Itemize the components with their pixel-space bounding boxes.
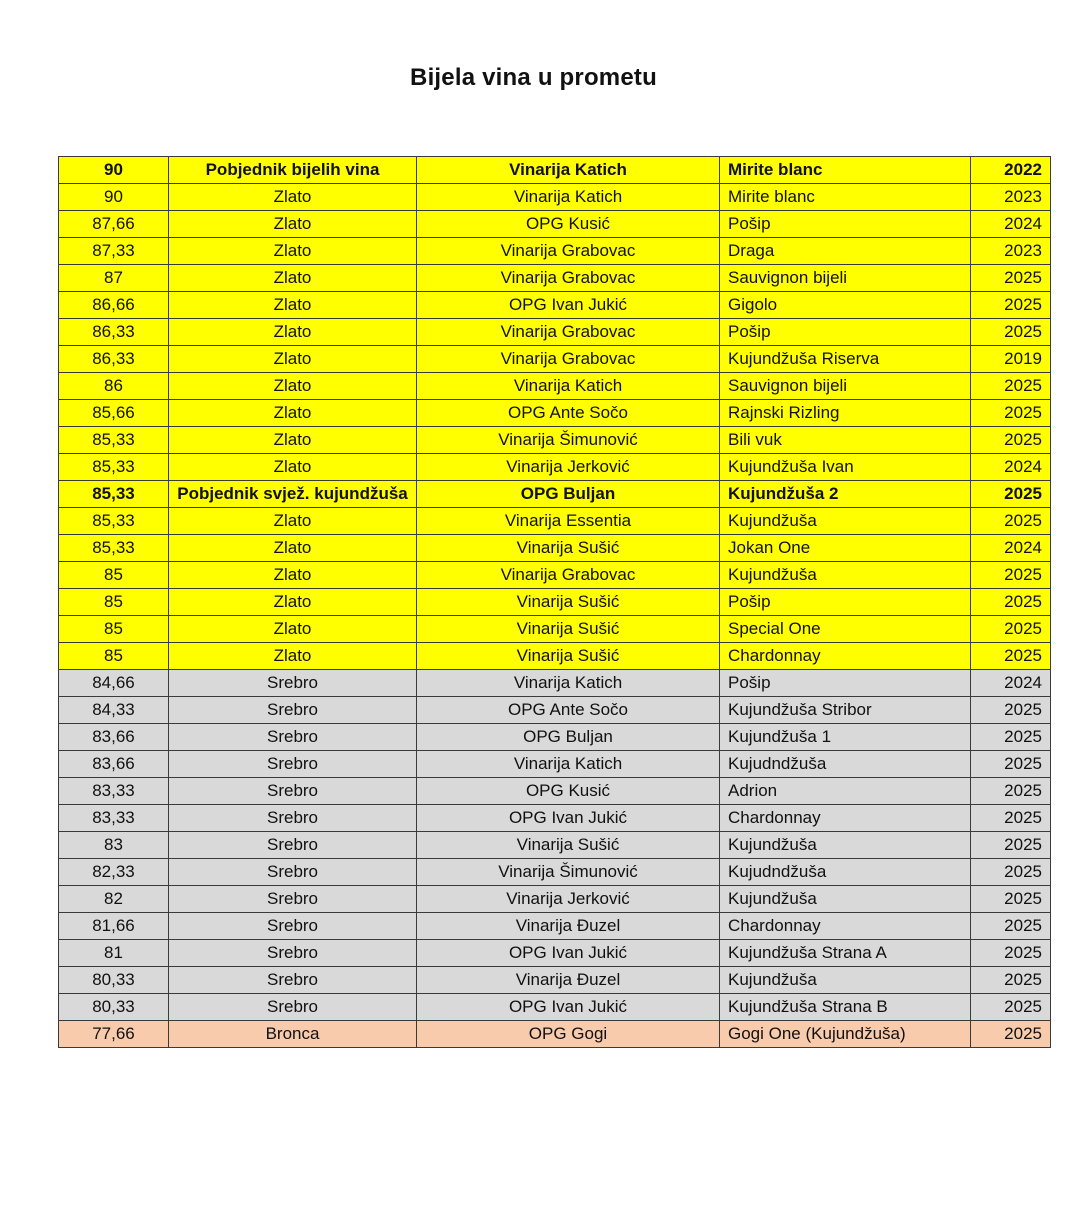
table-row [59, 859, 1051, 886]
year-cell: 2025 [971, 994, 1051, 1021]
score-cell: 83,33 [59, 805, 169, 832]
wine-cell: Rajnski Rizling [720, 400, 971, 427]
year-cell: 2025 [971, 859, 1051, 886]
award-cell: Srebro [169, 751, 417, 778]
year-cell: 2025 [971, 508, 1051, 535]
table-row [59, 157, 1051, 184]
score-cell: 85,33 [59, 454, 169, 481]
wine-cell: Mirite blanc [720, 184, 971, 211]
producer-cell: OPG Ivan Jukić [417, 994, 720, 1021]
producer-cell: OPG Kusić [417, 211, 720, 238]
year-cell: 2025 [971, 1021, 1051, 1048]
producer-cell: Vinarija Jerković [417, 454, 720, 481]
wine-cell: Kujundžuša 2 [720, 481, 971, 508]
producer-cell: Vinarija Sušić [417, 643, 720, 670]
wine-cell: Special One [720, 616, 971, 643]
year-cell: 2025 [971, 292, 1051, 319]
wine-cell: Mirite blanc [720, 157, 971, 184]
producer-cell: OPG Ante Sočo [417, 400, 720, 427]
year-cell: 2025 [971, 967, 1051, 994]
table-row [59, 1021, 1051, 1048]
award-cell: Zlato [169, 535, 417, 562]
table-row [59, 724, 1051, 751]
table-row [59, 535, 1051, 562]
score-cell: 87,66 [59, 211, 169, 238]
producer-cell: Vinarija Šimunović [417, 427, 720, 454]
table-row [59, 481, 1051, 508]
award-cell: Pobjednik svjež. kujundžuša [169, 481, 417, 508]
award-cell: Zlato [169, 562, 417, 589]
year-cell: 2025 [971, 778, 1051, 805]
year-cell: 2025 [971, 400, 1051, 427]
score-cell: 85,33 [59, 508, 169, 535]
wine-cell: Sauvignon bijeli [720, 373, 971, 400]
year-cell: 2025 [971, 886, 1051, 913]
award-cell: Srebro [169, 967, 417, 994]
score-cell: 86,66 [59, 292, 169, 319]
producer-cell: Vinarija Sušić [417, 589, 720, 616]
award-cell: Srebro [169, 994, 417, 1021]
producer-cell: Vinarija Grabovac [417, 265, 720, 292]
producer-cell: Vinarija Essentia [417, 508, 720, 535]
award-cell: Zlato [169, 400, 417, 427]
table-row [59, 319, 1051, 346]
producer-cell: OPG Kusić [417, 778, 720, 805]
score-cell: 83,33 [59, 778, 169, 805]
wine-cell: Kujundžuša [720, 967, 971, 994]
award-cell: Zlato [169, 346, 417, 373]
score-cell: 85 [59, 643, 169, 670]
year-cell: 2024 [971, 211, 1051, 238]
award-cell: Srebro [169, 832, 417, 859]
page-title: Bijela vina u prometu [410, 64, 657, 91]
award-cell: Zlato [169, 211, 417, 238]
wine-cell: Chardonnay [720, 805, 971, 832]
score-cell: 85,33 [59, 481, 169, 508]
producer-cell: OPG Gogi [417, 1021, 720, 1048]
table-row [59, 184, 1051, 211]
score-cell: 85 [59, 589, 169, 616]
year-cell: 2025 [971, 724, 1051, 751]
table-row [59, 562, 1051, 589]
wine-cell: Chardonnay [720, 643, 971, 670]
table-row [59, 292, 1051, 319]
year-cell: 2024 [971, 454, 1051, 481]
award-cell: Srebro [169, 670, 417, 697]
table-row [59, 697, 1051, 724]
score-cell: 84,66 [59, 670, 169, 697]
wine-cell: Kujudndžuša [720, 859, 971, 886]
table-row [59, 589, 1051, 616]
award-cell: Srebro [169, 859, 417, 886]
table-row [59, 427, 1051, 454]
score-cell: 85,66 [59, 400, 169, 427]
wine-cell: Gogi One (Kujundžuša) [720, 1021, 971, 1048]
producer-cell: Vinarija Đuzel [417, 913, 720, 940]
table-row [59, 643, 1051, 670]
producer-cell: OPG Ivan Jukić [417, 292, 720, 319]
producer-cell: OPG Ivan Jukić [417, 805, 720, 832]
wine-results-table [58, 156, 1051, 1048]
score-cell: 90 [59, 157, 169, 184]
year-cell: 2024 [971, 670, 1051, 697]
wine-cell: Kujundžuša Ivan [720, 454, 971, 481]
producer-cell: Vinarija Katich [417, 751, 720, 778]
producer-cell: Vinarija Grabovac [417, 346, 720, 373]
wine-cell: Kujundžuša [720, 832, 971, 859]
year-cell: 2023 [971, 184, 1051, 211]
producer-cell: OPG Buljan [417, 724, 720, 751]
score-cell: 81 [59, 940, 169, 967]
producer-cell: Vinarija Grabovac [417, 562, 720, 589]
year-cell: 2025 [971, 940, 1051, 967]
award-cell: Zlato [169, 427, 417, 454]
producer-cell: Vinarija Katich [417, 373, 720, 400]
score-cell: 77,66 [59, 1021, 169, 1048]
producer-cell: Vinarija Grabovac [417, 238, 720, 265]
wine-cell: Sauvignon bijeli [720, 265, 971, 292]
producer-cell: Vinarija Katich [417, 157, 720, 184]
producer-cell: Vinarija Sušić [417, 616, 720, 643]
year-cell: 2025 [971, 589, 1051, 616]
wine-cell: Kujundžuša [720, 508, 971, 535]
award-cell: Srebro [169, 886, 417, 913]
wine-cell: Kujundžuša Riserva [720, 346, 971, 373]
score-cell: 86,33 [59, 319, 169, 346]
table-row [59, 508, 1051, 535]
table-row [59, 211, 1051, 238]
table-row [59, 967, 1051, 994]
award-cell: Zlato [169, 265, 417, 292]
table-row [59, 886, 1051, 913]
award-cell: Zlato [169, 319, 417, 346]
score-cell: 82 [59, 886, 169, 913]
producer-cell: Vinarija Grabovac [417, 319, 720, 346]
year-cell: 2025 [971, 643, 1051, 670]
table-row [59, 373, 1051, 400]
year-cell: 2022 [971, 157, 1051, 184]
wine-cell: Adrion [720, 778, 971, 805]
award-cell: Zlato [169, 238, 417, 265]
score-cell: 90 [59, 184, 169, 211]
award-cell: Zlato [169, 616, 417, 643]
award-cell: Zlato [169, 184, 417, 211]
table-row [59, 751, 1051, 778]
wine-cell: Kujundžuša 1 [720, 724, 971, 751]
wine-cell: Jokan One [720, 535, 971, 562]
wine-cell: Kujundžuša [720, 562, 971, 589]
table-row [59, 940, 1051, 967]
table-row [59, 778, 1051, 805]
year-cell: 2025 [971, 319, 1051, 346]
wine-cell: Pošip [720, 589, 971, 616]
score-cell: 85,33 [59, 427, 169, 454]
producer-cell: Vinarija Sušić [417, 535, 720, 562]
table-row [59, 616, 1051, 643]
wine-cell: Kujundžuša Strana A [720, 940, 971, 967]
wine-cell: Kujundžuša Stribor [720, 697, 971, 724]
score-cell: 84,33 [59, 697, 169, 724]
table-row [59, 454, 1051, 481]
score-cell: 87,33 [59, 238, 169, 265]
producer-cell: Vinarija Katich [417, 670, 720, 697]
year-cell: 2025 [971, 373, 1051, 400]
year-cell: 2025 [971, 805, 1051, 832]
award-cell: Pobjednik bijelih vina [169, 157, 417, 184]
score-cell: 83 [59, 832, 169, 859]
score-cell: 83,66 [59, 724, 169, 751]
score-cell: 82,33 [59, 859, 169, 886]
wine-cell: Pošip [720, 670, 971, 697]
year-cell: 2025 [971, 697, 1051, 724]
score-cell: 86 [59, 373, 169, 400]
table-row [59, 238, 1051, 265]
year-cell: 2025 [971, 427, 1051, 454]
score-cell: 87 [59, 265, 169, 292]
table-row [59, 265, 1051, 292]
wine-cell: Kujudndžuša [720, 751, 971, 778]
score-cell: 81,66 [59, 913, 169, 940]
year-cell: 2025 [971, 616, 1051, 643]
score-cell: 80,33 [59, 994, 169, 1021]
award-cell: Srebro [169, 805, 417, 832]
wine-cell: Kujundžuša Strana B [720, 994, 971, 1021]
year-cell: 2024 [971, 535, 1051, 562]
wine-cell: Bili vuk [720, 427, 971, 454]
table-row [59, 346, 1051, 373]
score-cell: 86,33 [59, 346, 169, 373]
year-cell: 2025 [971, 265, 1051, 292]
table-row [59, 994, 1051, 1021]
producer-cell: Vinarija Jerković [417, 886, 720, 913]
year-cell: 2025 [971, 913, 1051, 940]
award-cell: Srebro [169, 697, 417, 724]
wine-cell: Pošip [720, 211, 971, 238]
table-row [59, 832, 1051, 859]
award-cell: Zlato [169, 589, 417, 616]
table-row [59, 670, 1051, 697]
award-cell: Srebro [169, 778, 417, 805]
award-cell: Zlato [169, 643, 417, 670]
award-cell: Zlato [169, 373, 417, 400]
producer-cell: OPG Buljan [417, 481, 720, 508]
award-cell: Srebro [169, 913, 417, 940]
table-row [59, 805, 1051, 832]
year-cell: 2019 [971, 346, 1051, 373]
producer-cell: OPG Ante Sočo [417, 697, 720, 724]
producer-cell: Vinarija Đuzel [417, 967, 720, 994]
award-cell: Srebro [169, 724, 417, 751]
score-cell: 85 [59, 616, 169, 643]
score-cell: 85 [59, 562, 169, 589]
award-cell: Zlato [169, 454, 417, 481]
wine-results-body [59, 157, 1051, 1048]
producer-cell: Vinarija Katich [417, 184, 720, 211]
score-cell: 80,33 [59, 967, 169, 994]
wine-cell: Pošip [720, 319, 971, 346]
table-row [59, 913, 1051, 940]
year-cell: 2025 [971, 832, 1051, 859]
score-cell: 83,66 [59, 751, 169, 778]
table-row [59, 400, 1051, 427]
wine-cell: Chardonnay [720, 913, 971, 940]
wine-cell: Gigolo [720, 292, 971, 319]
producer-cell: OPG Ivan Jukić [417, 940, 720, 967]
producer-cell: Vinarija Sušić [417, 832, 720, 859]
score-cell: 85,33 [59, 535, 169, 562]
wine-cell: Draga [720, 238, 971, 265]
award-cell: Zlato [169, 292, 417, 319]
year-cell: 2025 [971, 751, 1051, 778]
year-cell: 2025 [971, 562, 1051, 589]
producer-cell: Vinarija Šimunović [417, 859, 720, 886]
award-cell: Zlato [169, 508, 417, 535]
award-cell: Bronca [169, 1021, 417, 1048]
wine-cell: Kujundžuša [720, 886, 971, 913]
year-cell: 2023 [971, 238, 1051, 265]
year-cell: 2025 [971, 481, 1051, 508]
award-cell: Srebro [169, 940, 417, 967]
